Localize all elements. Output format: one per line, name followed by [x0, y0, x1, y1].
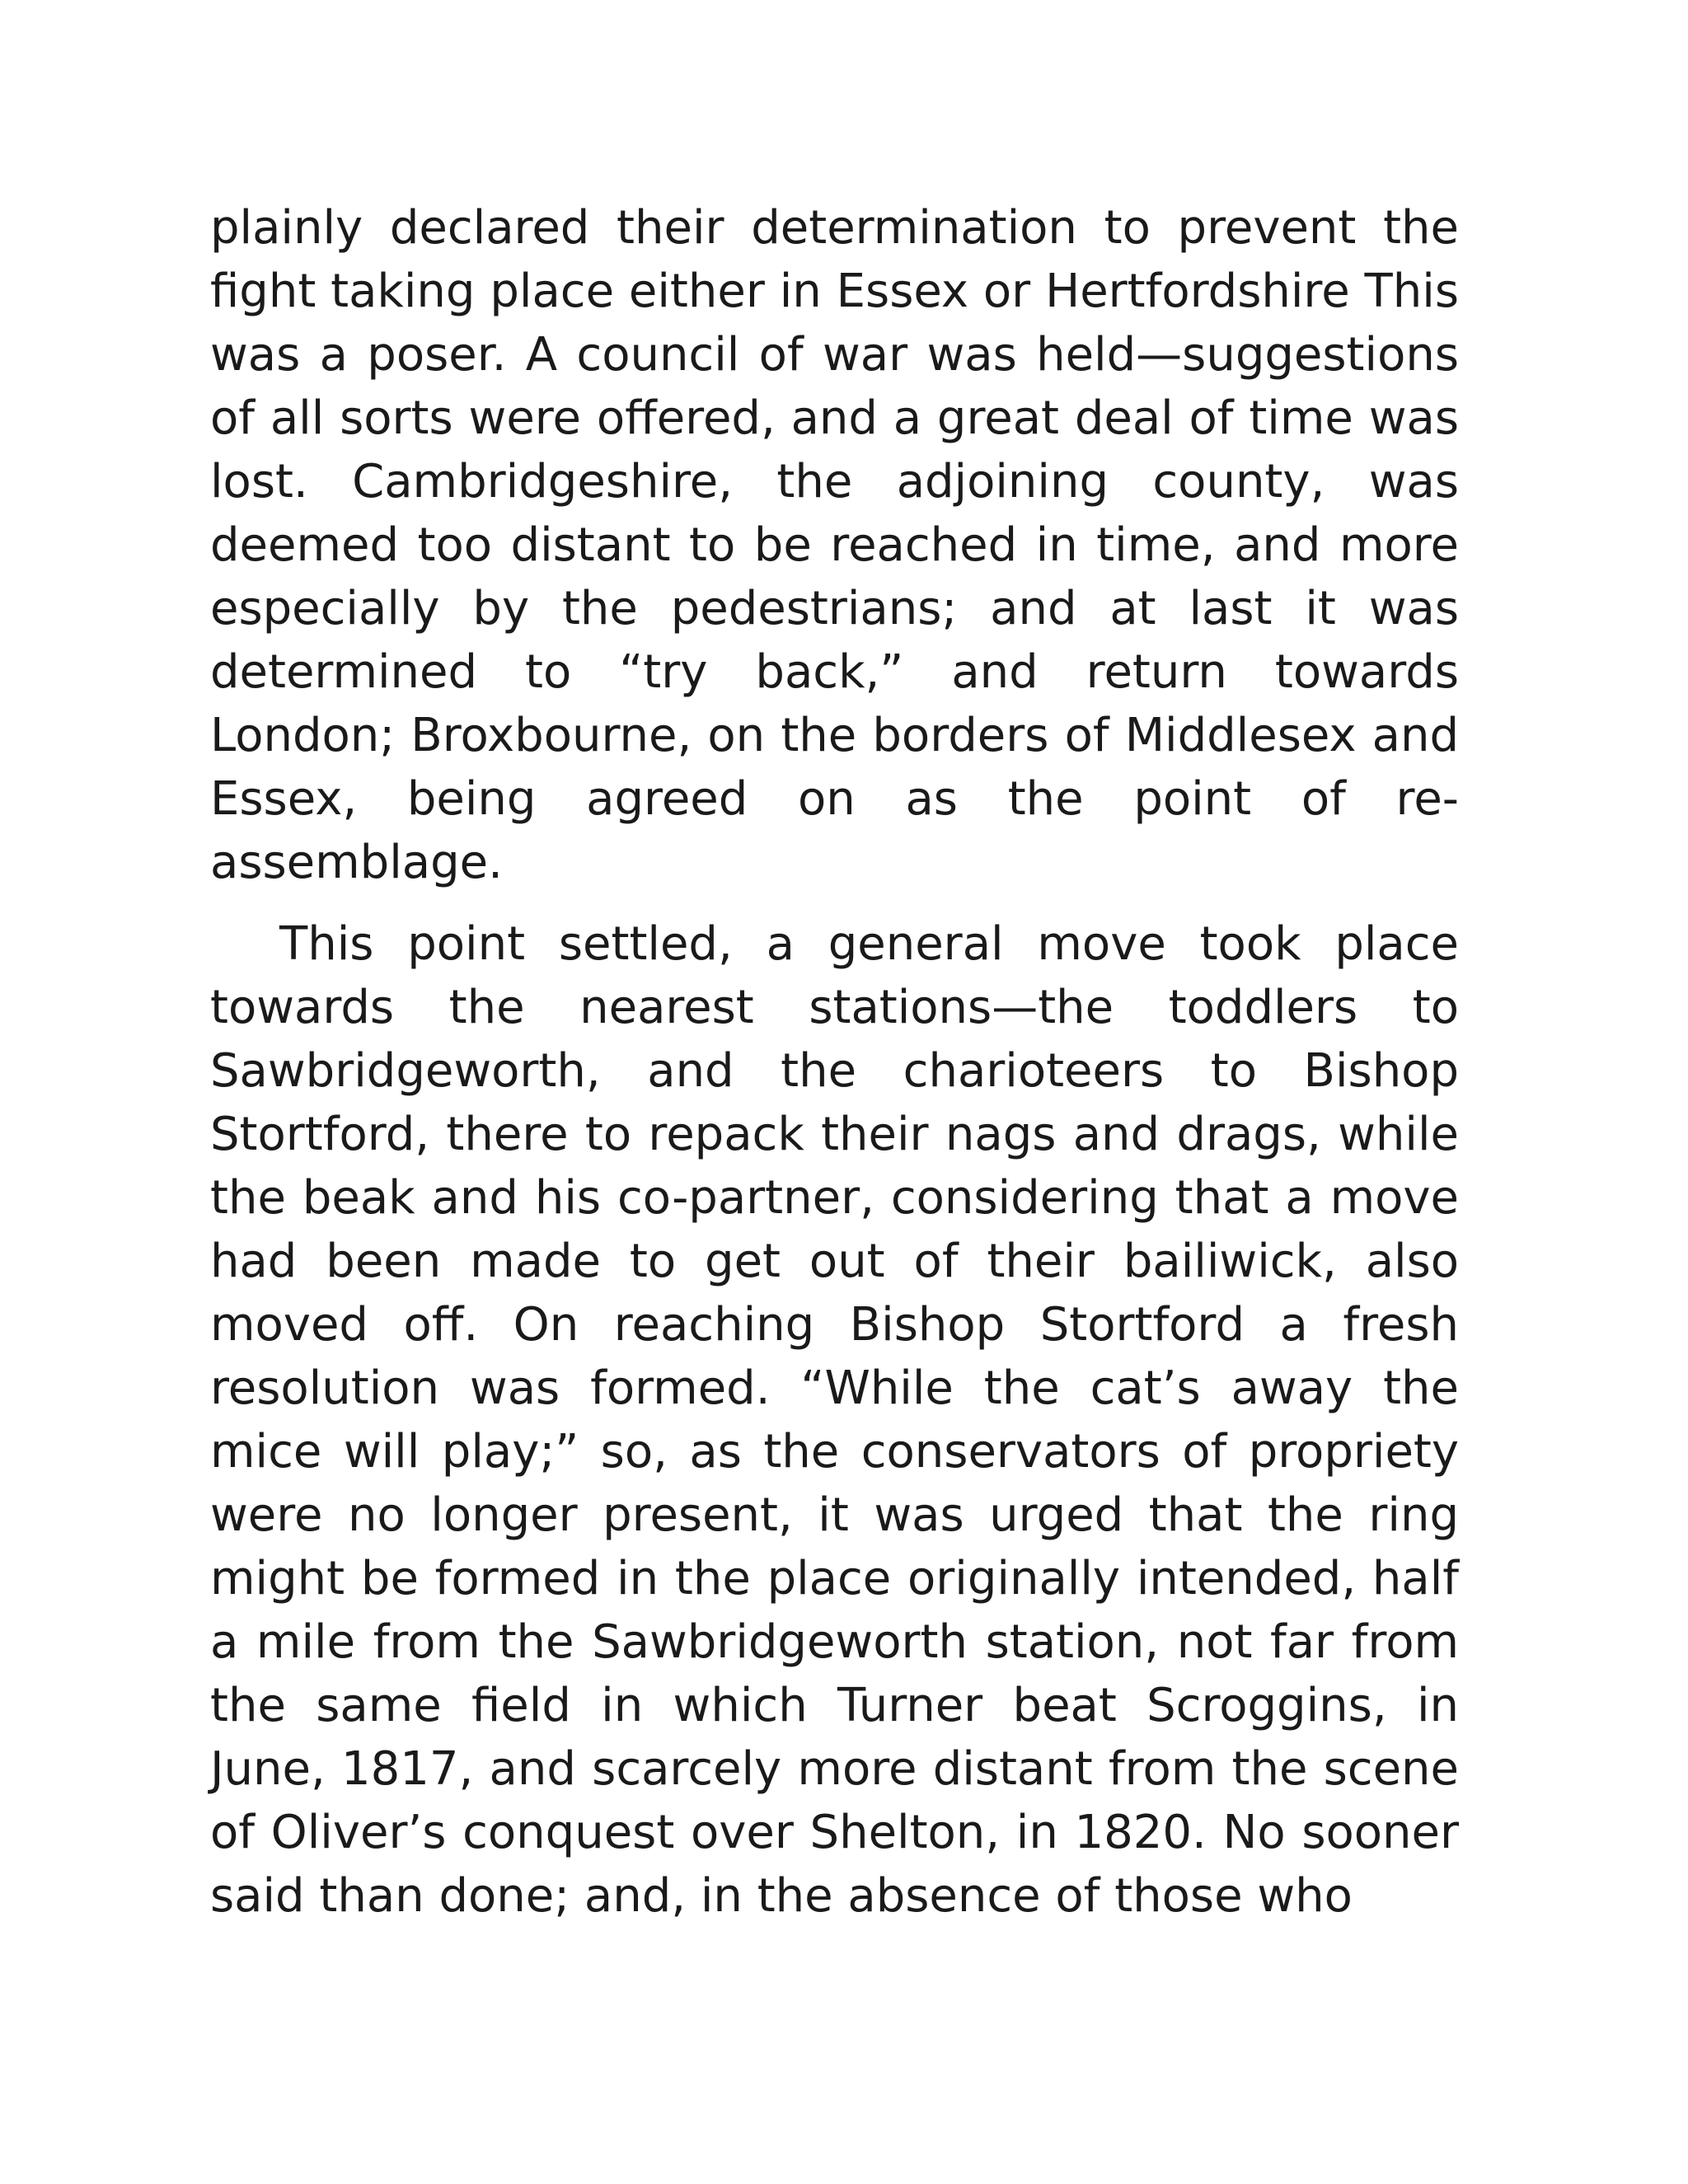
- paragraph-second: This point settled, a general move took place towards the nearest stations—the toddlers to Sawbridgeworth, and the charioteers to Bishop Stortford, there to repack their nags and drags, while the beak and his co-partner, considering that a move had been made to get out of their bailiwick, also moved off. On reaching Bishop Stortford a fresh resolution was formed. “While the cat’s away the mice will play;” so, as the conservators of propriety were no longer present, it was urged that the ring might be formed in the place originally intended, half a mile from the Sawbridgeworth station, not far from the same field in which Turner beat Scroggins, in June, 1817, and scarcely more distant from the scene of Oliver’s conquest over Shelton, in 1820. No sooner said than done; and, in the absence of those who: [210, 917, 1459, 1923]
- page-body: [210, 196, 1459, 1928]
- paragraph-continuation: plainly declared their determination to prevent the fight taking place either in Essex or Hertfordshire This was a poser. A council of war was held—suggestions of all sorts were offered, and a great deal of time was lost. Cambridgeshire, the adjoining county, was deemed too distant to be reached in time, and more especially by the pedestrians; and at last it was determined to “try back,” and return towards London; Broxbourne, on the borders of Middlesex and Essex, being agreed on as the point of re-assemblage.: [210, 201, 1459, 889]
